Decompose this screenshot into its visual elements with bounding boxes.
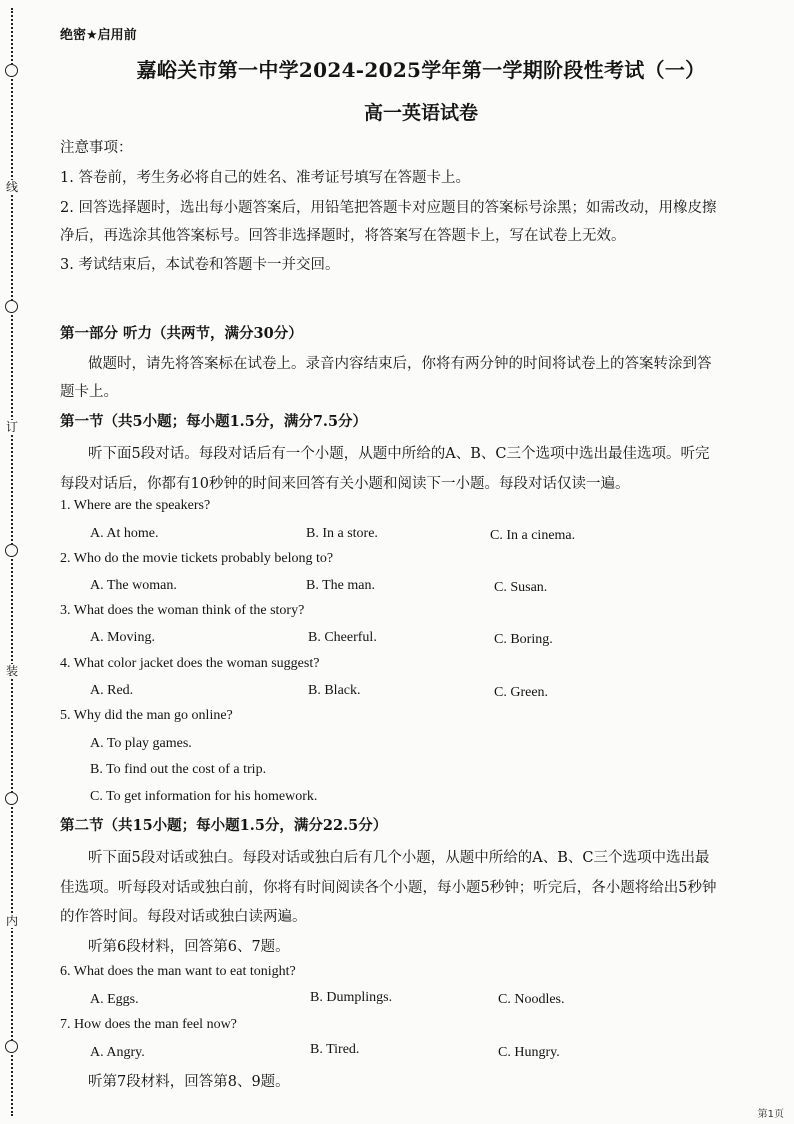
- question-7: 7. How does the man feel now?: [60, 1017, 237, 1032]
- option-b: B. Tired.: [310, 1042, 360, 1057]
- option-b: B. To find out the cost of a trip.: [90, 762, 267, 777]
- part1-intro: 题卡上。: [60, 384, 118, 400]
- notes-item: 1. 答卷前，考生务必将自己的姓名、准考证号填写在答题卡上。: [60, 170, 470, 186]
- binding-hole: [5, 300, 18, 313]
- section1-intro: 每段对话后，你都有10秒钟的时间来回答有关小题和阅读下一小题。每段对话仅读一遍。: [60, 476, 630, 492]
- option-a: A. Red.: [90, 683, 134, 698]
- binding-hole: [5, 64, 18, 77]
- secrecy-label: 绝密★启用前: [60, 28, 137, 43]
- exam-title: 嘉峪关市第一中学2024-2025学年第一学期阶段性考试（一）: [136, 58, 706, 82]
- material-instruction: 听第7段材料，回答第8、9题。: [88, 1074, 290, 1090]
- option-b: B. The man.: [306, 578, 375, 593]
- option-c: C. Boring.: [494, 632, 553, 647]
- option-c: C. Noodles.: [498, 992, 565, 1007]
- question-6: 6. What does the man want to eat tonight?: [60, 964, 296, 979]
- option-c: C. To get information for his homework.: [90, 789, 318, 804]
- material-instruction: 听第6段材料，回答第6、7题。: [88, 939, 290, 955]
- part1-intro: 做题时，请先将答案标在试卷上。录音内容结束后，你将有两分钟的时间将试卷上的答案转涂到答: [88, 356, 712, 372]
- option-b: B. Black.: [308, 683, 361, 698]
- section2-intro: 佳选项。听每段对话或独白前，你将有时间阅读各个小题，每小题5秒钟；听完后，各小题将给出5秒钟: [60, 880, 717, 896]
- option-c: C. Green.: [494, 685, 549, 700]
- question-3: 3. What does the woman think of the story?: [60, 603, 305, 618]
- question-4: 4. What color jacket does the woman suggest?: [60, 656, 320, 671]
- binding-hole: [5, 544, 18, 557]
- option-c: C. Susan.: [494, 580, 548, 595]
- option-b: B. Dumplings.: [310, 990, 393, 1005]
- part1-heading: 第一部分 听力（共两节，满分30分）: [60, 325, 303, 342]
- binding-label: 内: [3, 914, 21, 928]
- notes-heading: 注意事项：: [60, 140, 133, 156]
- option-a: A. Angry.: [90, 1045, 145, 1060]
- notes-item: 3. 考试结束后，本试卷和答题卡一并交回。: [60, 257, 340, 273]
- section2-heading: 第二节（共15小题；每小题1.5分，满分22.5分）: [60, 817, 388, 834]
- notes-item: 2. 回答选择题时，选出每小题答案后，用铅笔把答题卡对应题目的答案标号涂黑；如需改动，用橡皮擦: [60, 200, 717, 216]
- binding-label: 装: [3, 664, 21, 678]
- binding-margin: [0, 0, 26, 1124]
- notes-item: 净后，再选涂其他答案标号。回答非选择题时，将答案写在答题卡上，写在试卷上无效。: [60, 228, 626, 244]
- option-a: A. Eggs.: [90, 992, 139, 1007]
- option-a: A. At home.: [90, 526, 159, 541]
- binding-hole: [5, 1040, 18, 1053]
- section1-heading: 第一节（共5小题；每小题1.5分，满分7.5分）: [60, 413, 368, 430]
- option-a: A. Moving.: [90, 630, 155, 645]
- question-5: 5. Why did the man go online?: [60, 708, 233, 723]
- section2-intro: 听下面5段对话或独白。每段对话或独白后有几个小题，从题中所给的A、B、C三个选项中选出最: [88, 850, 710, 866]
- question-1: 1. Where are the speakers?: [60, 498, 211, 513]
- section2-intro: 的作答时间。每段对话或独白读两遍。: [60, 909, 307, 925]
- option-a: A. The woman.: [90, 578, 177, 593]
- question-2: 2. Who do the movie tickets probably belong to?: [60, 551, 334, 566]
- option-b: B. Cheerful.: [308, 630, 377, 645]
- binding-hole: [5, 792, 18, 805]
- option-c: C. In a cinema.: [490, 528, 576, 543]
- page-number: 第1页: [757, 1109, 784, 1120]
- exam-page: [60, 0, 782, 1124]
- section1-intro: 听下面5段对话。每段对话后有一个小题，从题中所给的A、B、C三个选项中选出最佳选项。听完: [88, 446, 710, 462]
- binding-dotted-line: [11, 8, 13, 1116]
- exam-subtitle: 高一英语试卷: [363, 102, 478, 124]
- binding-label: 线: [3, 180, 21, 194]
- option-c: C. Hungry.: [498, 1045, 560, 1060]
- option-b: B. In a store.: [306, 526, 378, 541]
- binding-label: 订: [3, 420, 21, 434]
- option-a: A. To play games.: [90, 736, 192, 751]
